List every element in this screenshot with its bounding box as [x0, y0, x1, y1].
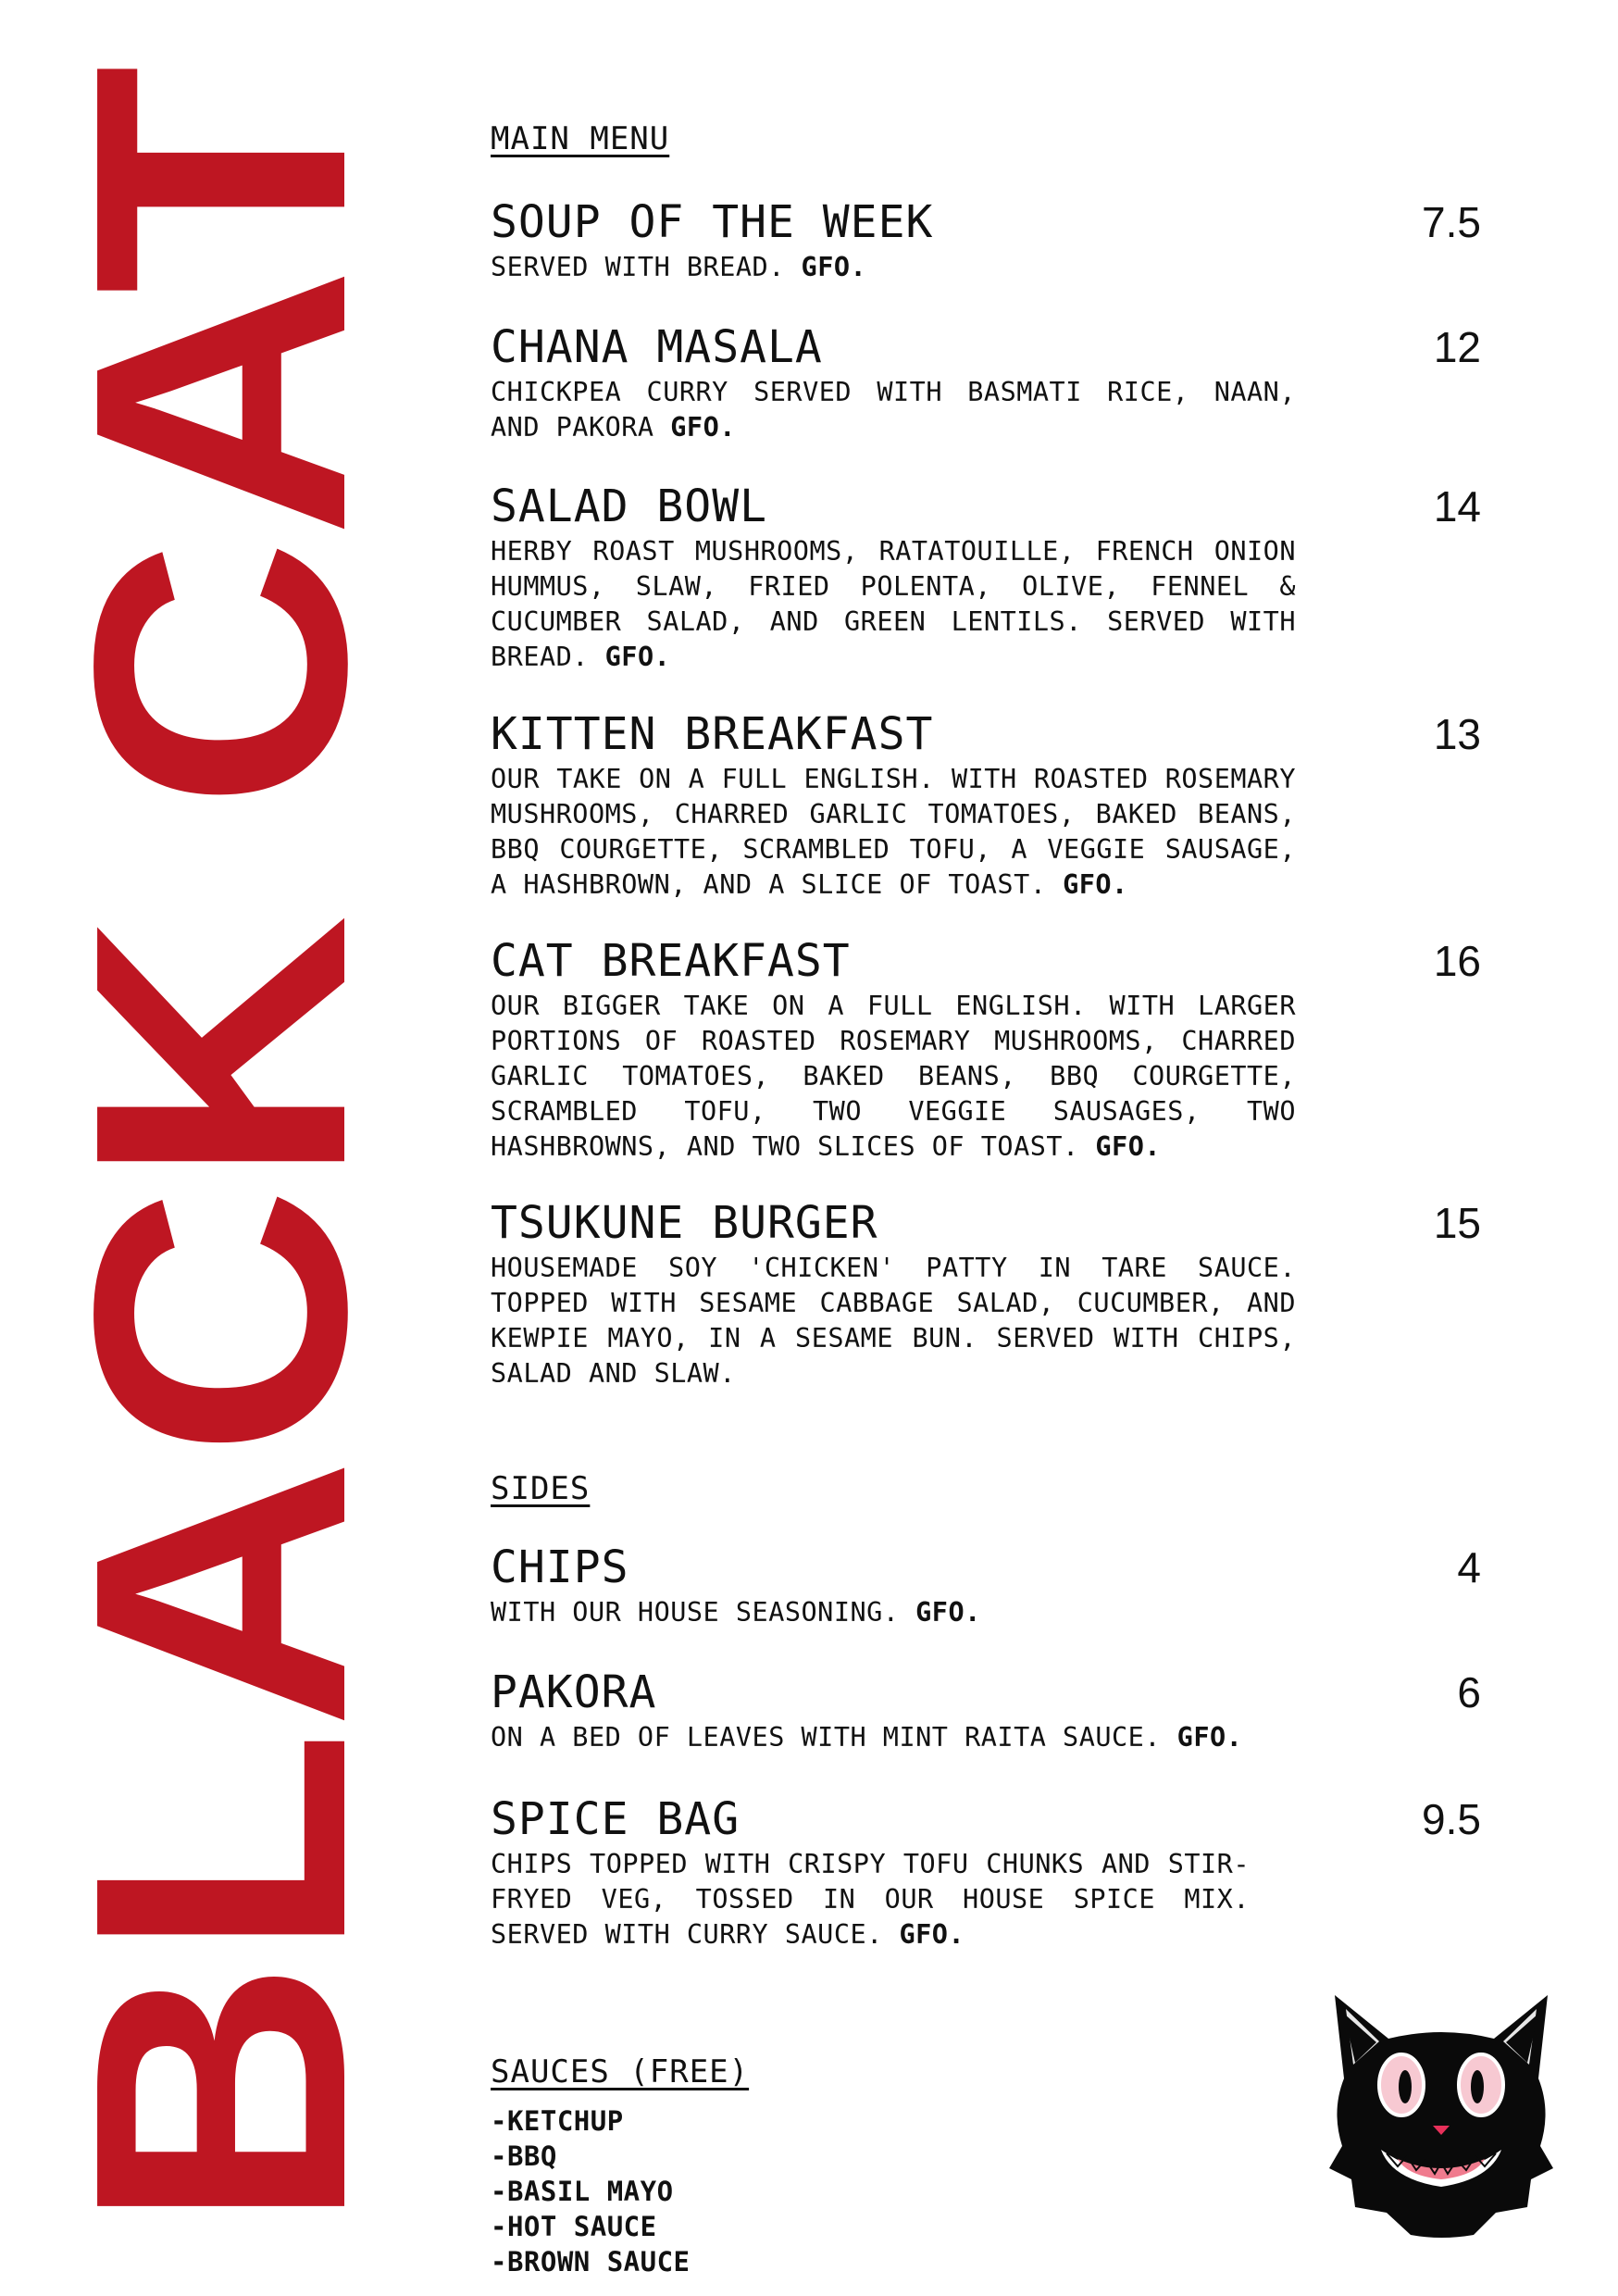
sauce-item: -KETCHUP [491, 2105, 624, 2137]
side-item-spice-bag [491, 1793, 1481, 1953]
item-price: 9.5 [1422, 1795, 1481, 1843]
item-price: 15 [1433, 1199, 1481, 1247]
item-price: 13 [1433, 710, 1481, 758]
sauce-item: -BASIL MAYO [491, 2176, 674, 2207]
gfo-tag: GFO. [1176, 1722, 1243, 1753]
item-name: SOUP OF THE WEEK [491, 196, 934, 248]
menu-item-soup [491, 196, 1481, 285]
item-description: ON A BED OF LEAVES WITH MINT RAITA SAUCE. GFO. [491, 1722, 1243, 1753]
item-description: SERVED WITH BREAD. GFO. [491, 252, 867, 282]
item-price: 4 [1457, 1543, 1481, 1591]
menu-item-chana-masala [491, 321, 1481, 445]
item-price: 7.5 [1422, 198, 1481, 246]
black-cat-face-icon [1326, 1990, 1557, 2240]
item-description: OUR TAKE ON A FULL ENGLISH. WITH ROASTED ROSEMARY MUSHROOMS, CHARRED GARLIC TOMATOES, BAKED BEANS, BBQ COURGETTE, SCRAMBLED TOFU, A VEGGIE SAUSAGE, A HASHBROWN, AND A SLICE OF TOAST. GFO. [491, 764, 1296, 900]
item-description: HOUSEMADE SOY 'CHICKEN' PATTY IN TARE SAUCE. TOPPED WITH SESAME CABBAGE SALAD, CUCUMBER, AND KEWPIE MAYO, IN A SESAME BUN. SERVED WITH CHIPS, SALAD AND SLAW. [491, 1253, 1296, 1389]
side-item-chips [491, 1541, 1481, 1630]
item-price: 6 [1457, 1668, 1481, 1716]
gfo-tag: GFO. [1095, 1131, 1162, 1162]
item-price: 16 [1433, 937, 1481, 985]
gfo-tag: GFO. [604, 642, 671, 672]
brand-title [20, 56, 421, 2240]
gfo-tag: GFO. [801, 252, 867, 282]
item-price: 14 [1433, 482, 1481, 530]
main-menu-heading: MAIN MENU [491, 120, 670, 157]
sauce-item: -HOT SAUCE [491, 2211, 657, 2242]
item-name: CAT BREAKFAST [491, 935, 851, 987]
side-item-pakora [491, 1666, 1481, 1755]
sauce-item: -BROWN SAUCE [491, 2246, 691, 2277]
item-description: WITH OUR HOUSE SEASONING. GFO. [491, 1597, 981, 1628]
sauces-section [491, 2053, 749, 2279]
menu-item-tsukune-burger [491, 1197, 1481, 1391]
item-name: KITTEN BREAKFAST [491, 708, 934, 760]
sauces-heading: SAUCES (FREE) [491, 2053, 750, 2090]
brand-title-text: BLACK CAT [20, 162, 421, 2231]
gfo-tag: GFO. [915, 1597, 981, 1628]
gfo-tag: GFO. [1063, 869, 1128, 900]
item-description: CHIPS TOPPED WITH CRISPY TOFU CHUNKS AND STIR-FRYED VEG, TOSSED IN OUR HOUSE SPICE MIX. SERVED WITH CURRY SAUCE. GFO. [491, 1849, 1250, 1950]
item-name: SPICE BAG [491, 1793, 741, 1845]
item-name: TSUKUNE BURGER [491, 1197, 878, 1249]
menu-item-cat-breakfast [491, 935, 1481, 1165]
menu-item-kitten-breakfast [491, 708, 1481, 903]
item-price: 12 [1433, 323, 1481, 371]
gfo-tag: GFO. [899, 1919, 965, 1950]
item-description: HERBY ROAST MUSHROOMS, RATATOUILLE, FRENCH ONION HUMMUS, SLAW, FRIED POLENTA, OLIVE, FENNEL & CUCUMBER SALAD, AND GREEN LENTILS. SERVED WITH BREAD. GFO. [491, 536, 1296, 672]
item-name: CHANA MASALA [491, 321, 823, 373]
item-name: SALAD BOWL [491, 480, 767, 532]
sauce-item: -BBQ [491, 2140, 557, 2172]
item-name: CHIPS [491, 1541, 629, 1593]
menu-item-salad-bowl [491, 480, 1481, 675]
item-description: OUR BIGGER TAKE ON A FULL ENGLISH. WITH LARGER PORTIONS OF ROASTED ROSEMARY MUSHROOMS, CHARRED GARLIC TOMATOES, BAKED BEANS, BBQ COURGETTE, SCRAMBLED TOFU, TWO VEGGIE SAUSAGES, TWO HASHBROWNS, AND TWO SLICES OF TOAST. GFO. [491, 991, 1296, 1162]
item-description: CHICKPEA CURRY SERVED WITH BASMATI RICE, NAAN, AND PAKORA GFO. [491, 377, 1296, 443]
sides-heading: SIDES [491, 1470, 591, 1507]
item-name: PAKORA [491, 1666, 657, 1718]
gfo-tag: GFO. [670, 412, 736, 443]
